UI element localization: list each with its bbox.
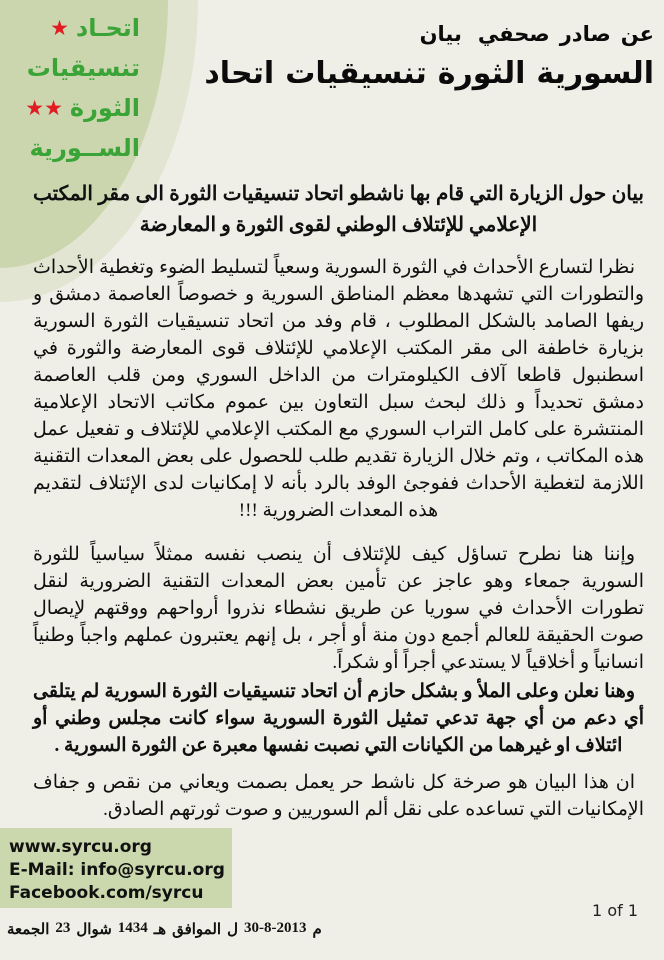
text-token: صادر [559,22,611,46]
text-token: 1434 [117,920,148,936]
text-token: صحفي [477,22,550,46]
text-token: الجمعة [7,922,50,938]
website-text: www.syrcu.org [9,837,152,857]
body-paragraph-4: ان هذا البيان هو صرخة كل ناشط حر يعمل بصمت ويعاني من نقص و جفاف الإمكانيات التي تساعده على نقل ألم السوريين و صوت ثورتهم الصادق. [33,772,644,820]
text-token: الموافق [172,922,222,938]
footer-contact-box [0,828,232,908]
date-line [7,920,322,939]
text-token: بيان [419,22,462,46]
text-token: الثورة [437,56,526,91]
text-token: هـ [153,922,167,938]
logo-word-union: اتحـاد [75,14,140,42]
page-number: 1 of 1 [592,901,638,920]
text-token: م [312,922,322,938]
logo-word-revolution: الثورة [69,94,140,122]
logo-row-2 [2,48,140,88]
text-token: شوال [76,922,112,938]
logo-row-3 [2,88,140,128]
text-token: ل [227,922,238,938]
statement-body [33,179,644,823]
logo-row-4 [2,128,140,168]
logo-row-1 [2,8,140,48]
statement-heading: بيان حول الزيارة التي قام بها ناشطو اتحاد تنسيقيات الثورة الى مقر المكتب الإعلامي للإئتلاف الوطني لقوى الثورة و المعارضة [33,183,644,236]
text-token: اتحاد [204,56,275,91]
text-token: عن [620,22,654,46]
double-star-icon: ★★ [25,95,63,120]
text-token: تنسيقيات [285,56,427,91]
star-icon: ★ [50,15,69,40]
text-token: 23 [55,920,71,936]
press-release-label [204,22,654,46]
document-header [204,22,654,91]
body-paragraph-2: وإننا هنا نطرح تساؤل كيف للإئتلاف أن ينصب نفسه ممثلاً سياسياً للثورة السورية جمعاء وهو عاجز عن تأمين بعض المعدات التقنية الضرورية لنقل تطورات الأحداث في سوريا عن طريق نشطاء نذروا أرواحهم ووقتهم لإيصال صوت الحقيقة للعالم أجمع دون منة أو أجر ، بل إنهم يعتبرون عملهم واجباً وطنياً انسانياً و أخلاقياً لا يستدعي أجراً أو شكراً. [33,544,644,673]
org-logo [2,8,140,168]
text-token: السورية [536,56,654,91]
logo-word-syrian: الســورية [29,134,140,162]
logo-word-coordination: تنسيقيات [26,54,140,82]
facebook-text: Facebook.com/syrcu [9,883,204,903]
email-text: E-Mail: info@syrcu.org [9,860,225,880]
text-token: 30-8-2013 [244,920,307,936]
org-title [204,56,654,91]
body-paragraph-1: نظرا لتسارع الأحداث في الثورة السورية وسعياً لتسليط الضوء وتغطية الأحداث والتطورات التي تشهدها معظم المناطق السورية و خصوصاً العاصمة دمشق و ريفها الصامد بالشكل المطلوب ، قام وفد من اتحاد تنسيقيات الثورة السورية بزيارة خاطفة الى مقر المكتب الإعلامي للإئتلاف قوى المعارضة والثورة في اسطنبول قاطعا آلاف الكيلومترات من الداخل السوري ومن قلب العاصمة دمشق تحديداً و ذلك لبحث سبل التعاون بين عموم مكاتب الاتحاد الإعلامية المنتشرة على كامل التراب السوري مع المكتب الإعلامي للإئتلاف و تفعيل عمل هذه المكاتب ، وتم خلال الزيارة تقديم طلب للحصول على بعض المعدات التقنية اللازمة لتغطية الأحداث ففوجئ الوفد بالرد بأنه لا إمكانيات لدى الإئتلاف لتقديم هذه المعدات الضرورية !!! [33,257,644,521]
body-paragraph-3-bold: وهنا نعلن وعلى الملأ و بشكل حازم أن اتحاد تنسيقيات الثورة السورية لم يتلقى أي دعم من أي جهة تدعي تمثيل الثورة السورية سواء كانت مجلس وطني أو ائتلاف او غيرهما من الكيانات التي نصبت نفسها معبرة عن الثورة السورية . [33,681,644,756]
